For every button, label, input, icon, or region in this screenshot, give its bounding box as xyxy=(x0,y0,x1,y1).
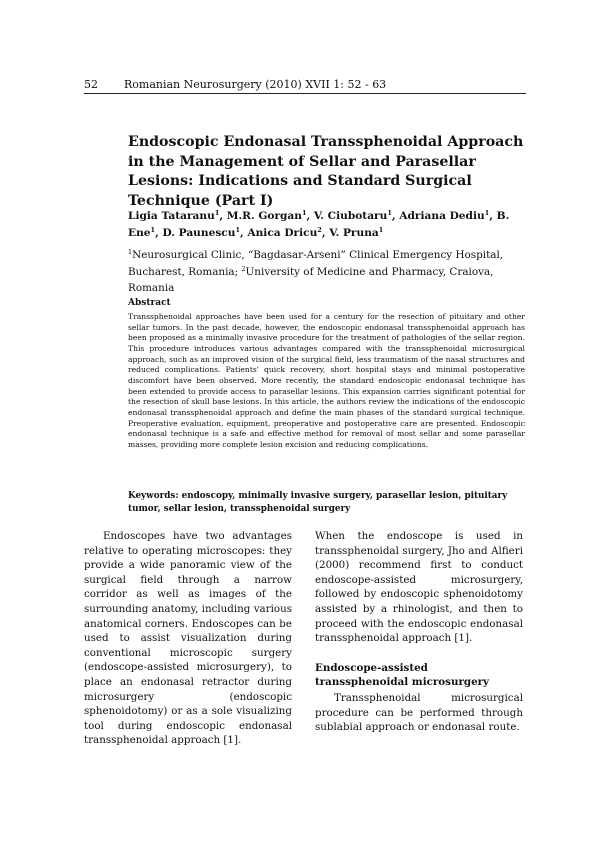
author: D. Paunescu$^1$, xyxy=(162,226,248,239)
keywords: Keywords: endoscopy, minimally invasive surgery, parasellar lesion, pituitary tumor, sellar lesion, transsphenoidal surgery xyxy=(128,491,508,514)
article-title: Endoscopic Endonasal Transsphenoidal Approach in the Management of Sellar and Parasellar Lesions: Indications and Standard Surgical Technique (Part I) xyxy=(128,134,524,209)
affiliation-text: University of Medicine and Pharmacy, Craiova, Romania xyxy=(128,265,494,294)
author-list xyxy=(128,208,528,242)
author: Adriana Dediu$^1$, xyxy=(399,209,497,222)
author: V. Pruna$^1$ xyxy=(329,226,384,239)
body-column-left xyxy=(84,529,292,748)
affiliation-number: 1 xyxy=(128,248,133,256)
author: Ligia Tataranu$^1$, xyxy=(128,209,227,222)
header-rule xyxy=(84,93,526,94)
abstract-text: Transsphenoidal approaches have been used for a century for the resection of pituitary and other sellar tumors. In the past decade, however, the endoscopic endonasal transsphenoidal approach has been proposed as a minimally invasive procedure for the treatment of pathologies of the sellar region. This procedure introduces various advantages compared with the transsphenoidal microsurgical approach, such as an improved vision of the surgical field, less traumatism of the nasal structures and reduced complications. Patients' quick recovery, short hospital stays and minimal postoperative discomfort have been observed. More recently, the standard endoscopic endonasal technique has been extended to provide access to parasellar lesions. This expansion carries significant potential for the resection of skull base lesions. In this article, the authors review the indications of the endoscopic endonasal transsphenoidal approach and define the main phases of the standard surgical technique. Preoperative evaluation, equipment, preoperative and postoperative care are presented. Endoscopic endonasal technique is a safe and effective method for removal of most sellar and some parasellar masses, providing more complete lesion excision and reducing complications. xyxy=(128,312,525,449)
affiliation-text: Neurosurgical Clinic, “Bagdasar-Arseni” Clinical Emergency Hospital, Bucharest, Romania; xyxy=(128,249,504,278)
body-paragraph: Endoscopes have two advantages relative to operating microscopes: they provide a wide panoramic view of the surgical field through a narrow corridor as well as images of the surrounding anatomy, including various anatomical corners. Endoscopes can be used to assist visualization during conventional microscopic surgery (endoscope-assisted microsurgery), to place an endonasal retractor during microsurgery (endoscopic sphenoidotomy) or as a sole visualizing tool during endoscopic endonasal transsphenoidal approach [1]. xyxy=(84,530,292,747)
body-paragraph: When the endoscope is used in transsphenoidal surgery, Jho and Alfieri (2000) recommend first to conduct endoscope-assisted microsurgery, followed by endoscopic sphenoidotomy assisted by a rhinologist, and then to proceed with the endoscopic endonasal transsphenoidal approach [1]. xyxy=(315,530,523,645)
author: B. Ene$^1$, xyxy=(128,210,510,239)
section-heading: Endoscope-assisted transsphenoidal microsurgery xyxy=(315,661,490,689)
affiliation-number: 2 xyxy=(241,264,246,273)
affiliations xyxy=(128,247,528,297)
body-paragraph: Transsphenoidal microsurgical procedure can be performed through sublabial approach or endonasal route. xyxy=(315,691,523,734)
body-column-right xyxy=(315,529,523,735)
author: V. Ciubotaru$^1$, xyxy=(313,209,400,222)
journal-citation: Romanian Neurosurgery (2010) XVII 1: 52 - 63 xyxy=(124,78,387,91)
page-number: 52 xyxy=(84,78,98,91)
author: M.R. Gorgan$^1$, xyxy=(226,209,314,222)
abstract-heading: Abstract xyxy=(128,298,171,308)
author: Anica Dricu$^2$, xyxy=(247,226,330,239)
running-header xyxy=(84,78,526,91)
